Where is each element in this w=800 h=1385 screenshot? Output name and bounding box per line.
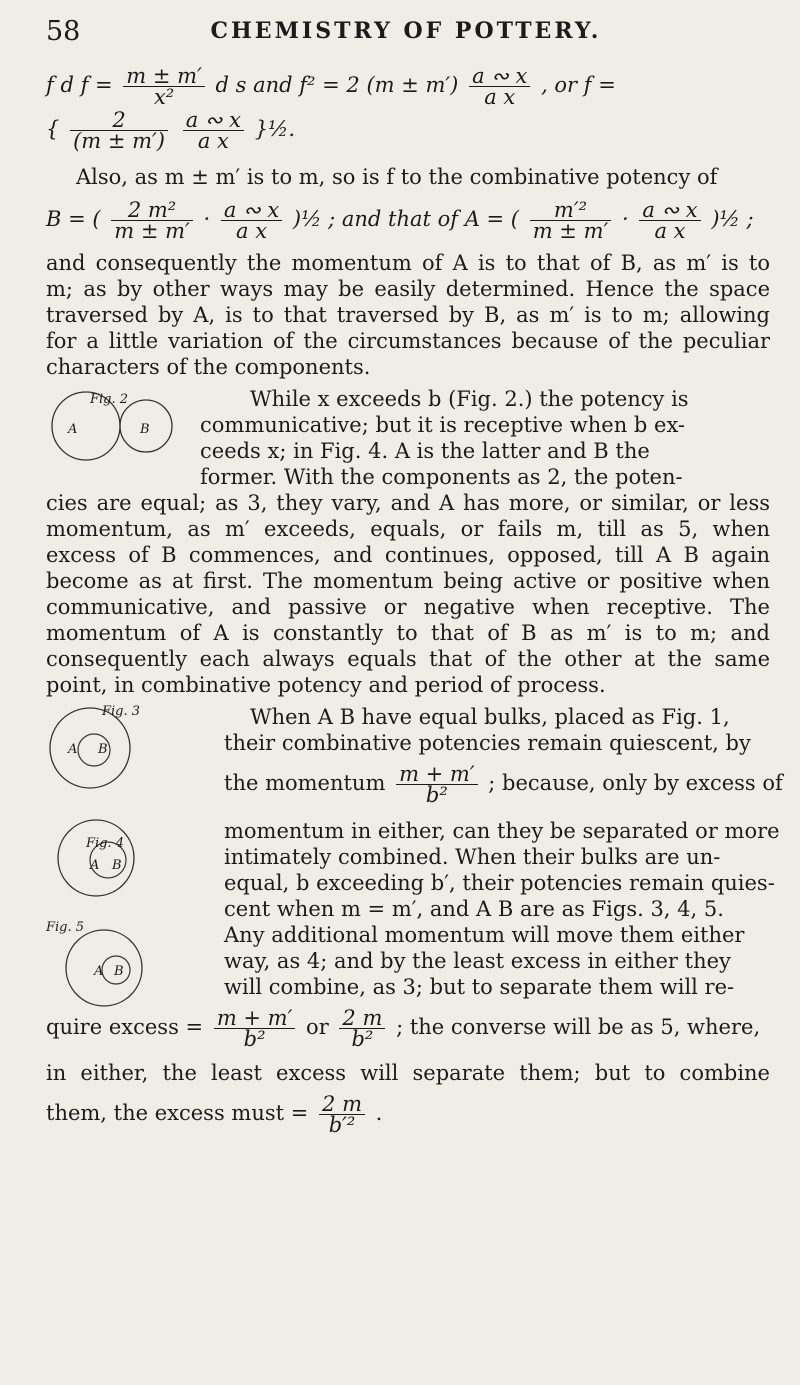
paragraph-1-first-line: Also, as m ± m′ is to m, so is f to the combinative potency of [76, 165, 718, 189]
text-line: Any additional momentum will move them either [224, 923, 745, 947]
page-header [46, 16, 766, 56]
equation-1 [46, 66, 616, 107]
figure-3-label: Fig. 3 [102, 704, 141, 719]
eq1-tail: , or f = [541, 73, 616, 97]
text-line: momentum of A is constantly to that of B as m′ is to m; and [46, 621, 770, 645]
text-line: become as at first. The momentum being active or positive when [46, 569, 770, 593]
text-line: momentum in either, can they be separated or more [224, 819, 780, 843]
figure-3: Fig. 3 A B [46, 702, 156, 792]
text-line: When A B have equal bulks, placed as Fig. 1, [250, 705, 730, 729]
text-line: former. With the components as 2, the poten- [200, 465, 683, 489]
text-line: communicative, and passive or negative when receptive. The [46, 595, 770, 619]
eq2-frac1: $\frac{2}{(m \pm m')}$ [70, 110, 168, 151]
equation-3: B = ( $\frac{\text{2 m²}}{m \pm m'}$ · $\frac{a ∾ x}{\text{a x}}$ )½ ; and that of A = ( $\frac{\text{m′²}}{m \pm m'}$ · $\frac{a ∾ x}{\text{a x}}$ )½ ; [46, 198, 754, 243]
text-line: and consequently the momentum of A is to that of B, as m′ is to [46, 251, 770, 275]
page-number: 58 [46, 16, 81, 47]
figure-2-label: Fig. 2 [90, 392, 129, 407]
figure-5: Fig. 5 A B [46, 920, 156, 1010]
text-line: equal, b exceeding b′, their potencies remain quies- [224, 871, 775, 895]
text-line: characters of the components. [46, 355, 371, 379]
text-line: cent when m = m′, and A B are as Figs. 3, 4, 5. [224, 897, 724, 921]
eq1-frac1: $\frac{m \pm m'}{\text{x²}}$ [123, 66, 205, 107]
figure-5-label: Fig. 5 [46, 920, 85, 935]
text-line: cies are equal; as 3, they vary, and A has more, or similar, or less [46, 491, 770, 515]
text-line: excess of B commences, and continues, opposed, till A B again [46, 543, 770, 567]
text-line: intimately combined. When their bulks are un- [224, 845, 721, 869]
text-line: in either, the least excess will separate them; but to combine [46, 1061, 770, 1085]
text-line: way, as 4; and by the least excess in either they [224, 949, 731, 973]
text-line: point, in combinative potency and period of process. [46, 673, 606, 697]
text-line: m; as by other ways may be easily determined. Hence the space [46, 277, 770, 301]
eq1-mid: d s and f² = 2 (m ± m′) [215, 73, 459, 97]
text-line: their combinative potencies remain quiescent, by [224, 731, 751, 755]
eq2-frac2: $\frac{a ∾ x}{\text{a x}}$ [183, 110, 244, 151]
eq1-lhs: f d f = [46, 73, 113, 97]
figure-4-label: Fig. 4 [86, 836, 125, 851]
combine-expression: them, the excess must = $\frac{2 m}{\text{b′²}}$ . [46, 1092, 383, 1137]
figure-4: Fig. 4 A B [50, 814, 150, 904]
text-line: While x exceeds b (Fig. 2.) the potency is [250, 387, 689, 411]
text-line: will combine, as 3; but to separate them will re- [224, 975, 735, 999]
eq1-frac2: $\frac{a ∾ x}{\text{a x}}$ [469, 66, 530, 107]
text-line: communicative; but it is receptive when b ex- [200, 413, 686, 437]
equation-2: { $\frac{2}{(m \pm m')}$ $\frac{a ∾ x}{\text{a x}}$ }½. [46, 108, 296, 153]
text-line: ceeds x; in Fig. 4. A is the latter and B the [200, 439, 650, 463]
text-line: for a little variation of the circumstances because of the peculiar [46, 329, 770, 353]
text-line: consequently each always equals that of the other at the same [46, 647, 770, 671]
figure-2: Fig. 2 A B [46, 384, 196, 464]
text-line: traversed by A, is to that traversed by B, as m′ is to m; allowing [46, 303, 770, 327]
running-title: CHEMISTRY OF POTTERY. [210, 18, 602, 44]
text-line: momentum, as m′ exceeds, equals, or fails m, till as 5, when [46, 517, 770, 541]
momentum-expression: the momentum $\frac{m + m'}{\text{b²}}$ ; because, only by excess of [224, 762, 783, 807]
excess-expression: quire excess = $\frac{m + m'}{\text{b²}}$ or $\frac{2 m}{\text{b²}}$ ; the converse will be as 5, where, [46, 1006, 761, 1051]
